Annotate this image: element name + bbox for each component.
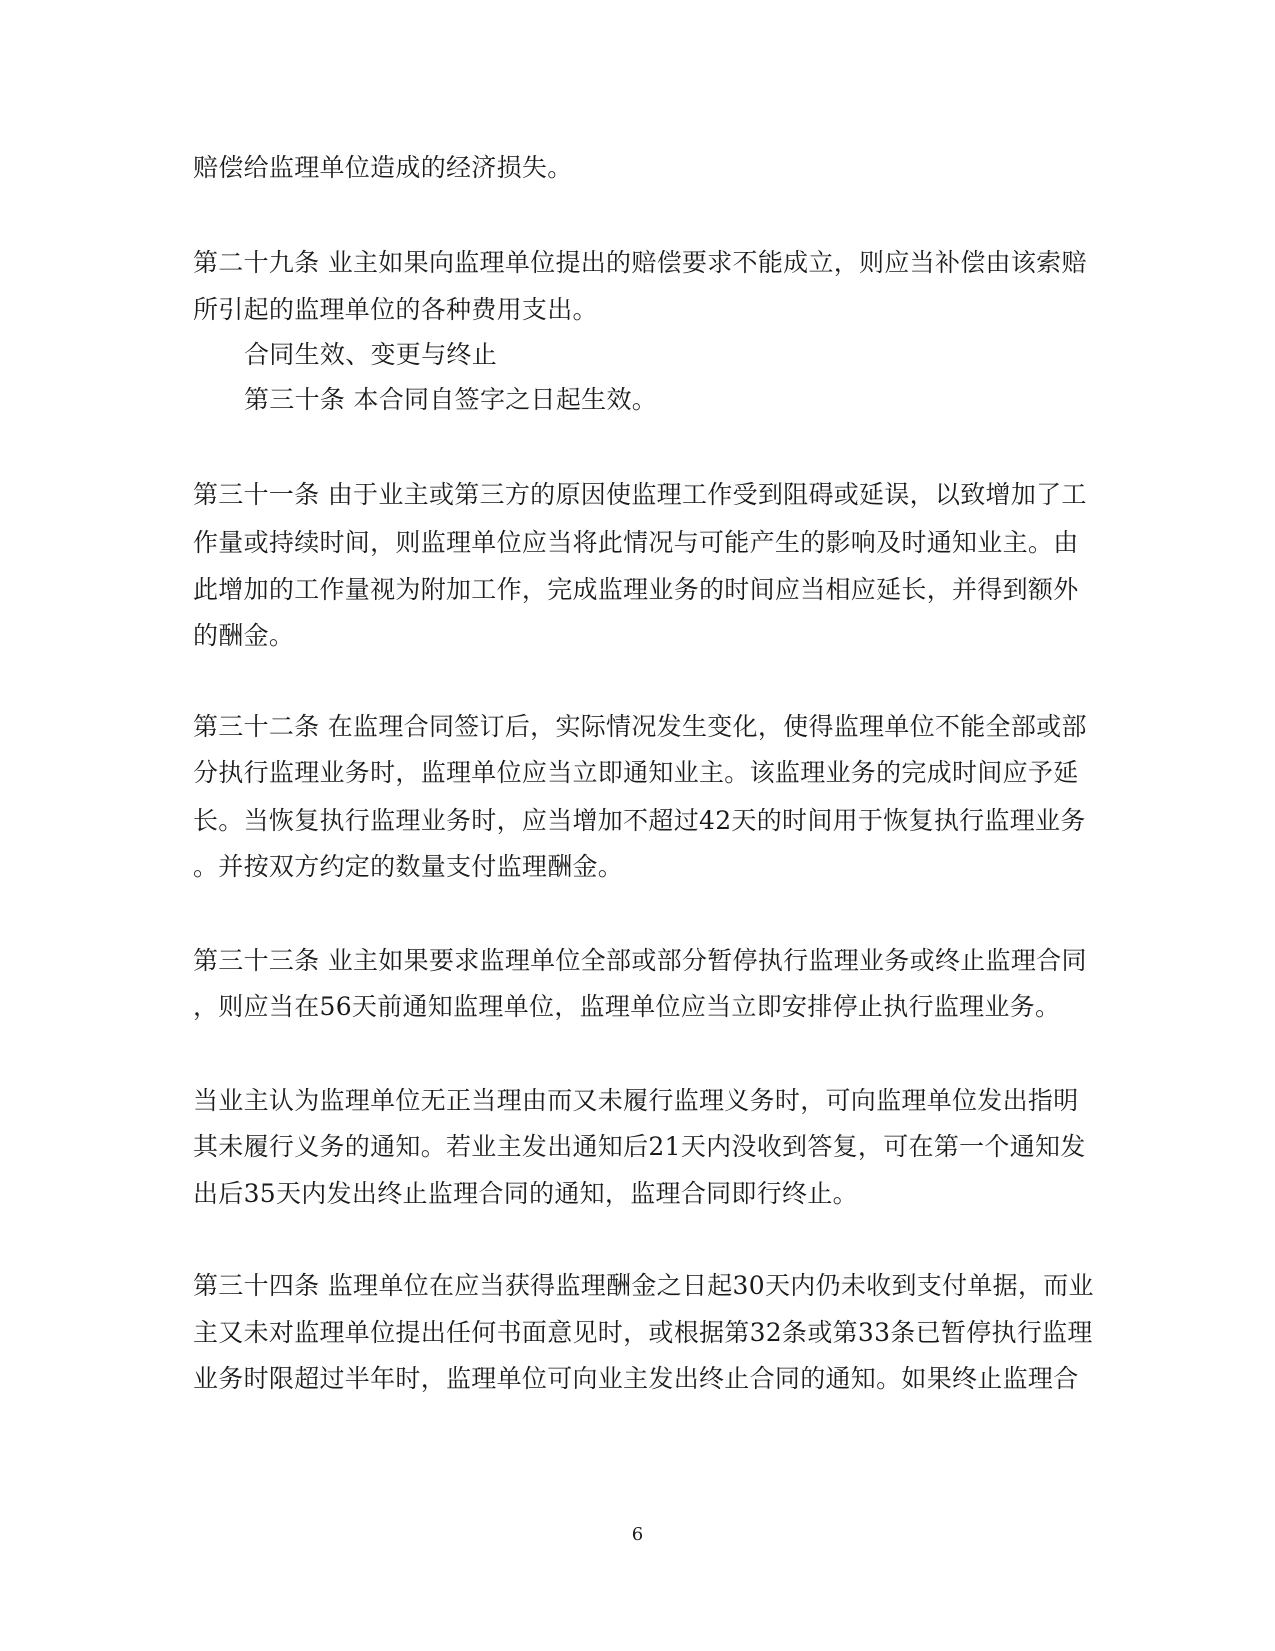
article-31-heading-line: 第三十一条 由于业主或第三方的原因使监理工作受到阻碍或延误，以致增加了工 [193,480,1087,509]
article-30-line: 第三十条 本合同自签字之日起生效。 [244,385,658,414]
text-line: 此增加的工作量视为附加工作，完成监理业务的时间应当相应延长，并得到额外 [193,575,1079,604]
text-line: 的酬金。 [193,621,295,650]
text-line: 长。当恢复执行监理业务时，应当增加不超过42天的时间用于恢复执行监理业务 [193,806,1086,835]
article-33-heading-line: 第三十三条 业主如果要求监理单位全部或部分暂停执行监理业务或终止监理合同 [193,946,1087,975]
text-line: 赔偿给监理单位造成的经济损失。 [193,153,573,182]
paragraph-start-line: 当业主认为监理单位无正当理由而又未履行监理义务时，可向监理单位发出指明 [193,1086,1079,1115]
text-line: 所引起的监理单位的各种费用支出。 [193,295,598,324]
text-line: 。并按双方约定的数量支付监理酬金。 [193,852,624,881]
text-line: 分执行监理业务时，监理单位应当立即通知业主。该监理业务的完成时间应予延 [193,758,1079,787]
article-32-heading-line: 第三十二条 在监理合同签订后，实际情况发生变化，使得监理单位不能全部或部 [193,712,1087,741]
page-number: 6 [631,1524,644,1545]
article-34-heading-line: 第三十四条 监理单位在应当获得监理酬金之日起30天内仍未收到支付单据，而业 [193,1271,1094,1300]
text-line: 其未履行义务的通知。若业主发出通知后21天内没收到答复，可在第一个通知发 [193,1132,1086,1161]
section-heading: 合同生效、变更与终止 [244,340,498,369]
article-29-heading-line: 第二十九条 业主如果向监理单位提出的赔偿要求不能成立，则应当补偿由该索赔 [193,248,1087,277]
text-line: ，则应当在56天前通知监理单位，监理单位应当立即安排停止执行监理业务。 [193,992,1061,1021]
text-line: 作量或持续时间，则监理单位应当将此情况与可能产生的影响及时通知业主。由 [193,528,1079,557]
text-line: 主又未对监理单位提出任何书面意见时，或根据第32条或第33条已暂停执行监理 [193,1318,1093,1347]
text-line: 出后35天内发出终止监理合同的通知，监理合同即行终止。 [193,1179,858,1208]
text-line: 业务时限超过半年时，监理单位可向业主发出终止合同的通知。如果终止监理合 [193,1364,1079,1393]
